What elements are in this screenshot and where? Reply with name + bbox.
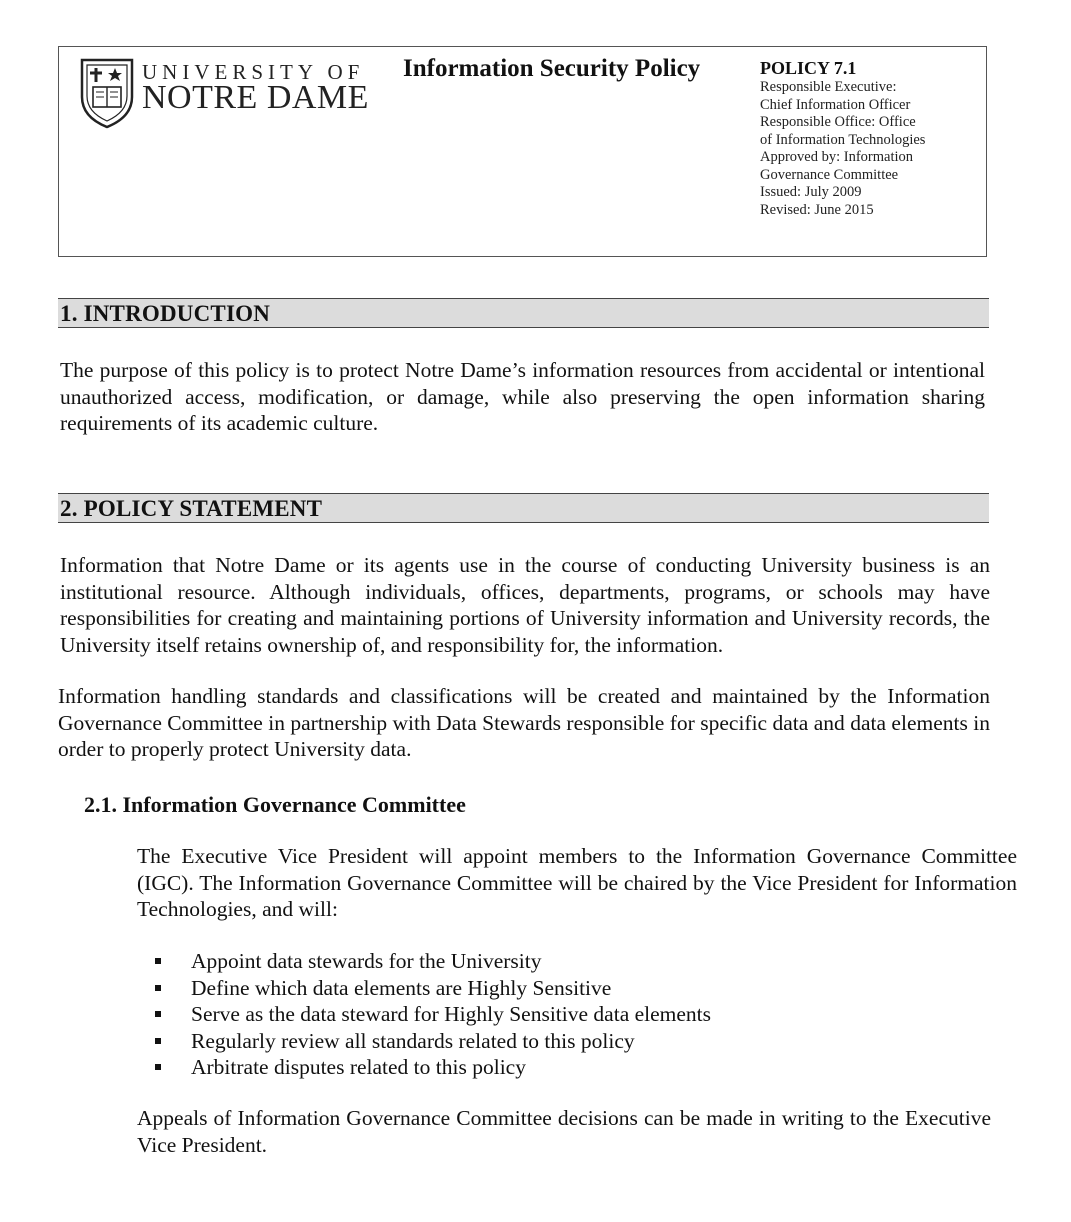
meta-line: Governance Committee	[760, 166, 899, 183]
bullet-icon	[155, 1038, 161, 1044]
list-item-text: Regularly review all standards related to this policy	[191, 1028, 635, 1053]
section-header-policy-statement	[58, 493, 989, 523]
bullet-icon	[155, 1011, 161, 1017]
igc-intro-paragraph: The Executive Vice President will appoint members to the Information Governance Committee (IGC). The Information Governance Committee will be chaired by the Vice President for Information Technologies, and will:	[137, 844, 1017, 921]
section-header-introduction	[58, 298, 989, 328]
list-item	[155, 975, 711, 1002]
list-item-text: Arbitrate disputes related to this policy	[191, 1055, 526, 1079]
bullet-icon	[155, 1064, 161, 1070]
university-logo	[79, 57, 379, 137]
list-item	[155, 1054, 711, 1081]
policy-number: POLICY 7.1	[760, 58, 857, 78]
policy-paragraph-1: Information that Notre Dame or its agents use in the course of conducting University business is an institutional resource. Although individuals, offices, departments, programs, or schools may have responsibilities for creating and maintaining portions of University information and University records, the University itself retains ownership of, and responsibility for, the information.	[60, 553, 990, 657]
meta-line: Revised: June 2015	[760, 201, 874, 218]
list-item	[155, 1001, 711, 1028]
subsection-title-igc: 2.1. Information Governance Committee	[84, 792, 466, 817]
document-header	[58, 46, 987, 257]
meta-line: Responsible Executive:	[760, 79, 897, 95]
bullet-icon	[155, 958, 161, 964]
bullet-icon	[155, 985, 161, 991]
meta-line: Chief Information Officer	[760, 96, 911, 113]
introduction-paragraph: The purpose of this policy is to protect Notre Dame’s information resources from accidental or intentional unauthorized access, modification, or damage, while also preserving the open information sharing requirements of its academic culture.	[60, 358, 985, 435]
list-item	[155, 948, 711, 975]
list-item	[155, 1028, 711, 1055]
policy-meta	[760, 57, 980, 219]
meta-line: Approved by: Information	[760, 149, 914, 165]
policy-paragraph-2: Information handling standards and classifications will be created and maintained by the Information Governance Committee in partnership with Data Stewards responsible for specific data and data elements in order to properly protect University data.	[58, 684, 990, 761]
logo-notre-dame: NOTRE DAME	[142, 79, 369, 116]
document-title: Information Security Policy	[403, 55, 701, 82]
meta-line: Issued: July 2009	[760, 184, 862, 200]
section-title: 1. INTRODUCTION	[60, 301, 271, 326]
igc-duties-list	[155, 948, 711, 1081]
crest-icon	[79, 57, 135, 129]
list-item-text: Appoint data stewards for the University	[191, 949, 542, 973]
logo-university-of: UNIVERSITY OF	[142, 60, 365, 84]
section-title: 2. POLICY STATEMENT	[60, 496, 323, 521]
meta-line: of Information Technologies	[760, 131, 926, 148]
appeals-paragraph: Appeals of Information Governance Committee decisions can be made in writing to the Executive Vice President.	[137, 1106, 991, 1157]
list-item-text: Serve as the data steward for Highly Sensitive data elements	[191, 1002, 712, 1026]
list-item-text: Define which data elements are Highly Sensitive	[191, 975, 612, 1000]
meta-line: Responsible Office: Office	[760, 114, 916, 130]
